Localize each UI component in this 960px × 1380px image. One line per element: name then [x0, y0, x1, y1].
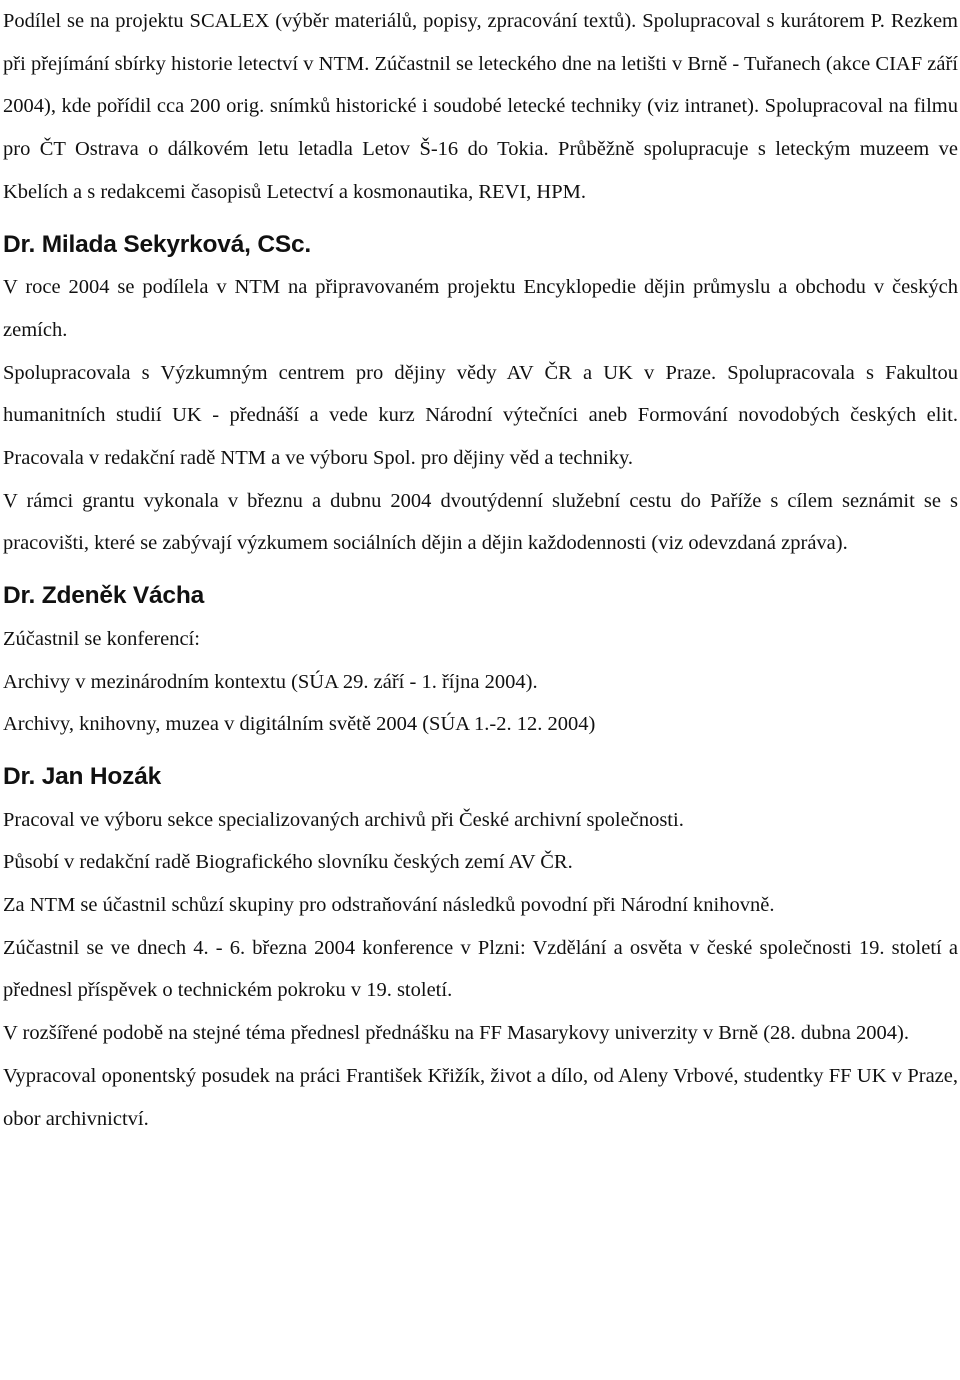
paragraph: Zúčastnil se ve dnech 4. - 6. března 2004 konference v Plzni: Vzdělání a osvěta v české společnosti 19. století a přednesl příspěvek o technickém pokroku v 19. století.: [3, 936, 958, 1002]
paragraph: Vypracoval oponentský posudek na práci František Křižík, život a dílo, od Aleny Vrbové, studentky FF UK v Praze, obor archivnictví.: [3, 1064, 958, 1130]
section-sekyrkova: [3, 224, 958, 566]
paragraph: Archivy v mezinárodním kontextu (SÚA 29. září - 1. října 2004).: [3, 670, 538, 693]
section-heading: Dr. Milada Sekyrková, CSc.: [3, 230, 312, 258]
section-hozak: [3, 756, 958, 1140]
paragraph: Archivy, knihovny, muzea v digitálním světě 2004 (SÚA 1.-2. 12. 2004): [3, 713, 596, 736]
paragraph: V roce 2004 se podílela v NTM na připravovaném projektu Encyklopedie dějin průmyslu a obchodu v českých zemích.: [3, 276, 958, 341]
paragraph: V rámci grantu vykonala v březnu a dubnu 2004 dvoutýdenní služební cestu do Paříže s cílem seznámit se s pracovišti, které se zabývají výzkumem sociálních dějin a dějin každodennosti (viz odevzdaná zpráva).: [3, 489, 958, 555]
paragraph: Zúčastnil se konferencí:: [3, 627, 200, 650]
paragraph: Spolupracovala s Výzkumným centrem pro dějiny vědy AV ČR a UK v Praze. Spolupracovala s Fakultou humanitních studií UK - přednáší a vede kurz Národní výtečníci aneb Formování novodobých českých elit. Pracovala v redakční radě NTM a ve výboru Spol. pro dějiny věd a techniky.: [3, 361, 958, 470]
section-vacha: [3, 575, 958, 746]
paragraph: Za NTM se účastnil schůzí skupiny pro odstraňování následků povodní při Národní knihovně.: [3, 894, 775, 917]
paragraph: Pracoval ve výboru sekce specializovaných archivů při České archivní společnosti.: [3, 808, 684, 831]
intro-paragraph: Podílel se na projektu SCALEX (výběr materiálů, popisy, zpracování textů). Spolupracoval s kurátorem P. Rezkem při přejímání sbírky historie letectví v NTM. Zúčastnil se leteckého dne na letišti v Brně - Tuřanech (akce CIAF září 2004), kde pořídil cca 200 orig. snímků historické i soudobé letecké techniky (viz intranet). Spolupracoval na filmu pro ČT Ostrava o dálkovém letu letadla Letov Š-16 do Tokia. Průběžně spolupracuje s leteckým muzeem ve Kbelích a s redakcemi časopisů Letectví a kosmonautika, REVI, HPM.: [3, 10, 958, 203]
document-page: [3, 0, 958, 1140]
section-heading: Dr. Jan Hozák: [3, 762, 162, 790]
paragraph: V rozšířené podobě na stejné téma přednesl přednášku na FF Masarykovy univerzity v Brně (28. dubna 2004).: [3, 1022, 909, 1045]
section-heading: Dr. Zdeněk Vácha: [3, 582, 205, 610]
paragraph: Působí v redakční radě Biografického slovníku českých zemí AV ČR.: [3, 851, 573, 874]
